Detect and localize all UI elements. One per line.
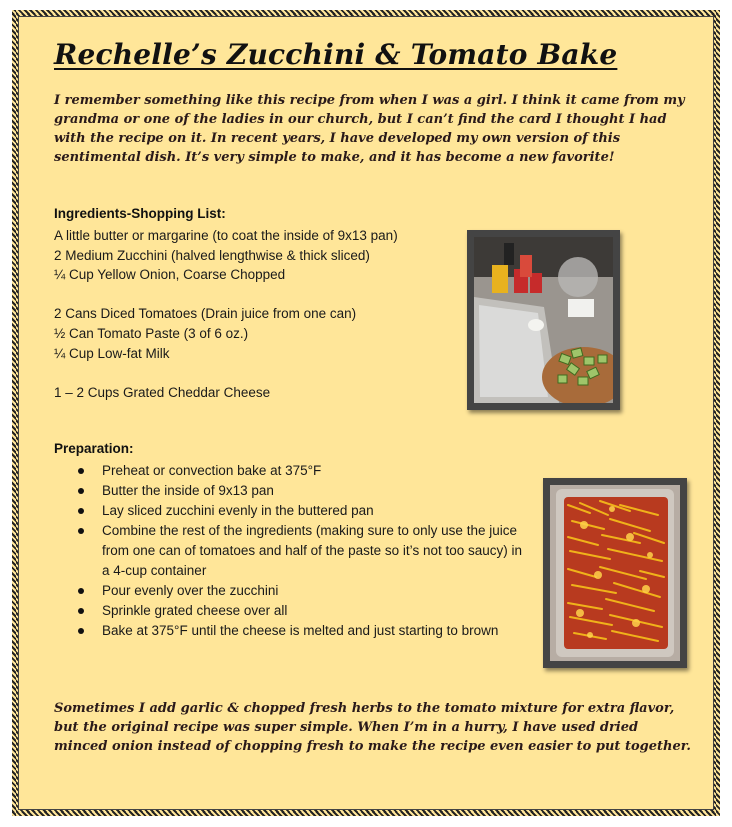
bullet-icon	[78, 508, 84, 514]
ingredient-spacer	[54, 363, 398, 383]
ingredient-item: 2 Medium Zucchini (halved lengthwise & thick sliced)	[54, 247, 370, 263]
casserole-photo-image	[550, 485, 680, 661]
intro-paragraph: I remember something like this recipe from when I was a girl. I think it came from my grandma or one of the ladies in our church, but I can’t find the card I thought I had with the recipe on it. In recent years, I have developed my own version of this sentimental dish. It’s very simple to make, and it has become a new favorite!	[54, 93, 685, 165]
bullet-icon	[78, 468, 84, 474]
ingredients-photo-image	[474, 237, 613, 403]
ingredients-photo	[467, 230, 620, 410]
ingredient-spacer	[54, 285, 398, 305]
ingredients-heading: Ingredients-Shopping List:	[54, 206, 226, 221]
ingredient-item: ½ Can Tomato Paste (3 of 6 oz.)	[54, 325, 249, 341]
step-item	[78, 461, 528, 481]
step-item	[78, 521, 528, 581]
step-text: Pour evenly over the zucchini	[102, 583, 279, 598]
step-item	[78, 481, 528, 501]
ingredient-item: ¼ Cup Low-fat Milk	[54, 345, 170, 361]
step-item	[78, 501, 528, 521]
step-item	[78, 601, 528, 621]
bullet-icon	[78, 488, 84, 494]
bullet-icon	[78, 528, 84, 534]
recipe-title: Rechelle’s Zucchini & Tomato Bake	[54, 38, 618, 71]
ingredients-list	[54, 226, 398, 402]
step-text: Combine the rest of the ingredients (making sure to only use the juice from one can of tomatoes and half of the paste so it’s not too saucy) in a 4-cup container	[102, 523, 522, 578]
step-text: Bake at 375°F until the cheese is melted and just starting to brown	[102, 623, 499, 638]
casserole-photo	[543, 478, 687, 668]
bullet-icon	[78, 608, 84, 614]
ingredient-item: 2 Cans Diced Tomatoes (Drain juice from one can)	[54, 306, 357, 322]
bullet-icon	[78, 588, 84, 594]
ingredient-item: 1 – 2 Cups Grated Cheddar Cheese	[54, 384, 271, 400]
ingredient-item: ¼ Cup Yellow Onion, Coarse Chopped	[54, 267, 286, 283]
step-text: Preheat or convection bake at 375°F	[102, 463, 322, 478]
closing-paragraph: Sometimes I add garlic & chopped fresh herbs to the tomato mixture for extra flavor, but the original recipe was super simple. When I’m in a hurry, I have used dried minced onion instead of chopping fresh to make the recipe even easier to put together.	[54, 701, 691, 754]
step-text: Sprinkle grated cheese over all	[102, 603, 288, 618]
ingredient-item: A little butter or margarine (to coat the inside of 9x13 pan)	[54, 228, 398, 243]
preparation-heading: Preparation:	[54, 441, 134, 456]
bullet-icon	[78, 628, 84, 634]
preparation-steps	[78, 461, 528, 641]
step-text: Butter the inside of 9x13 pan	[102, 483, 274, 498]
step-item	[78, 581, 528, 601]
step-item	[78, 621, 528, 641]
step-text: Lay sliced zucchini evenly in the buttered pan	[102, 503, 374, 518]
